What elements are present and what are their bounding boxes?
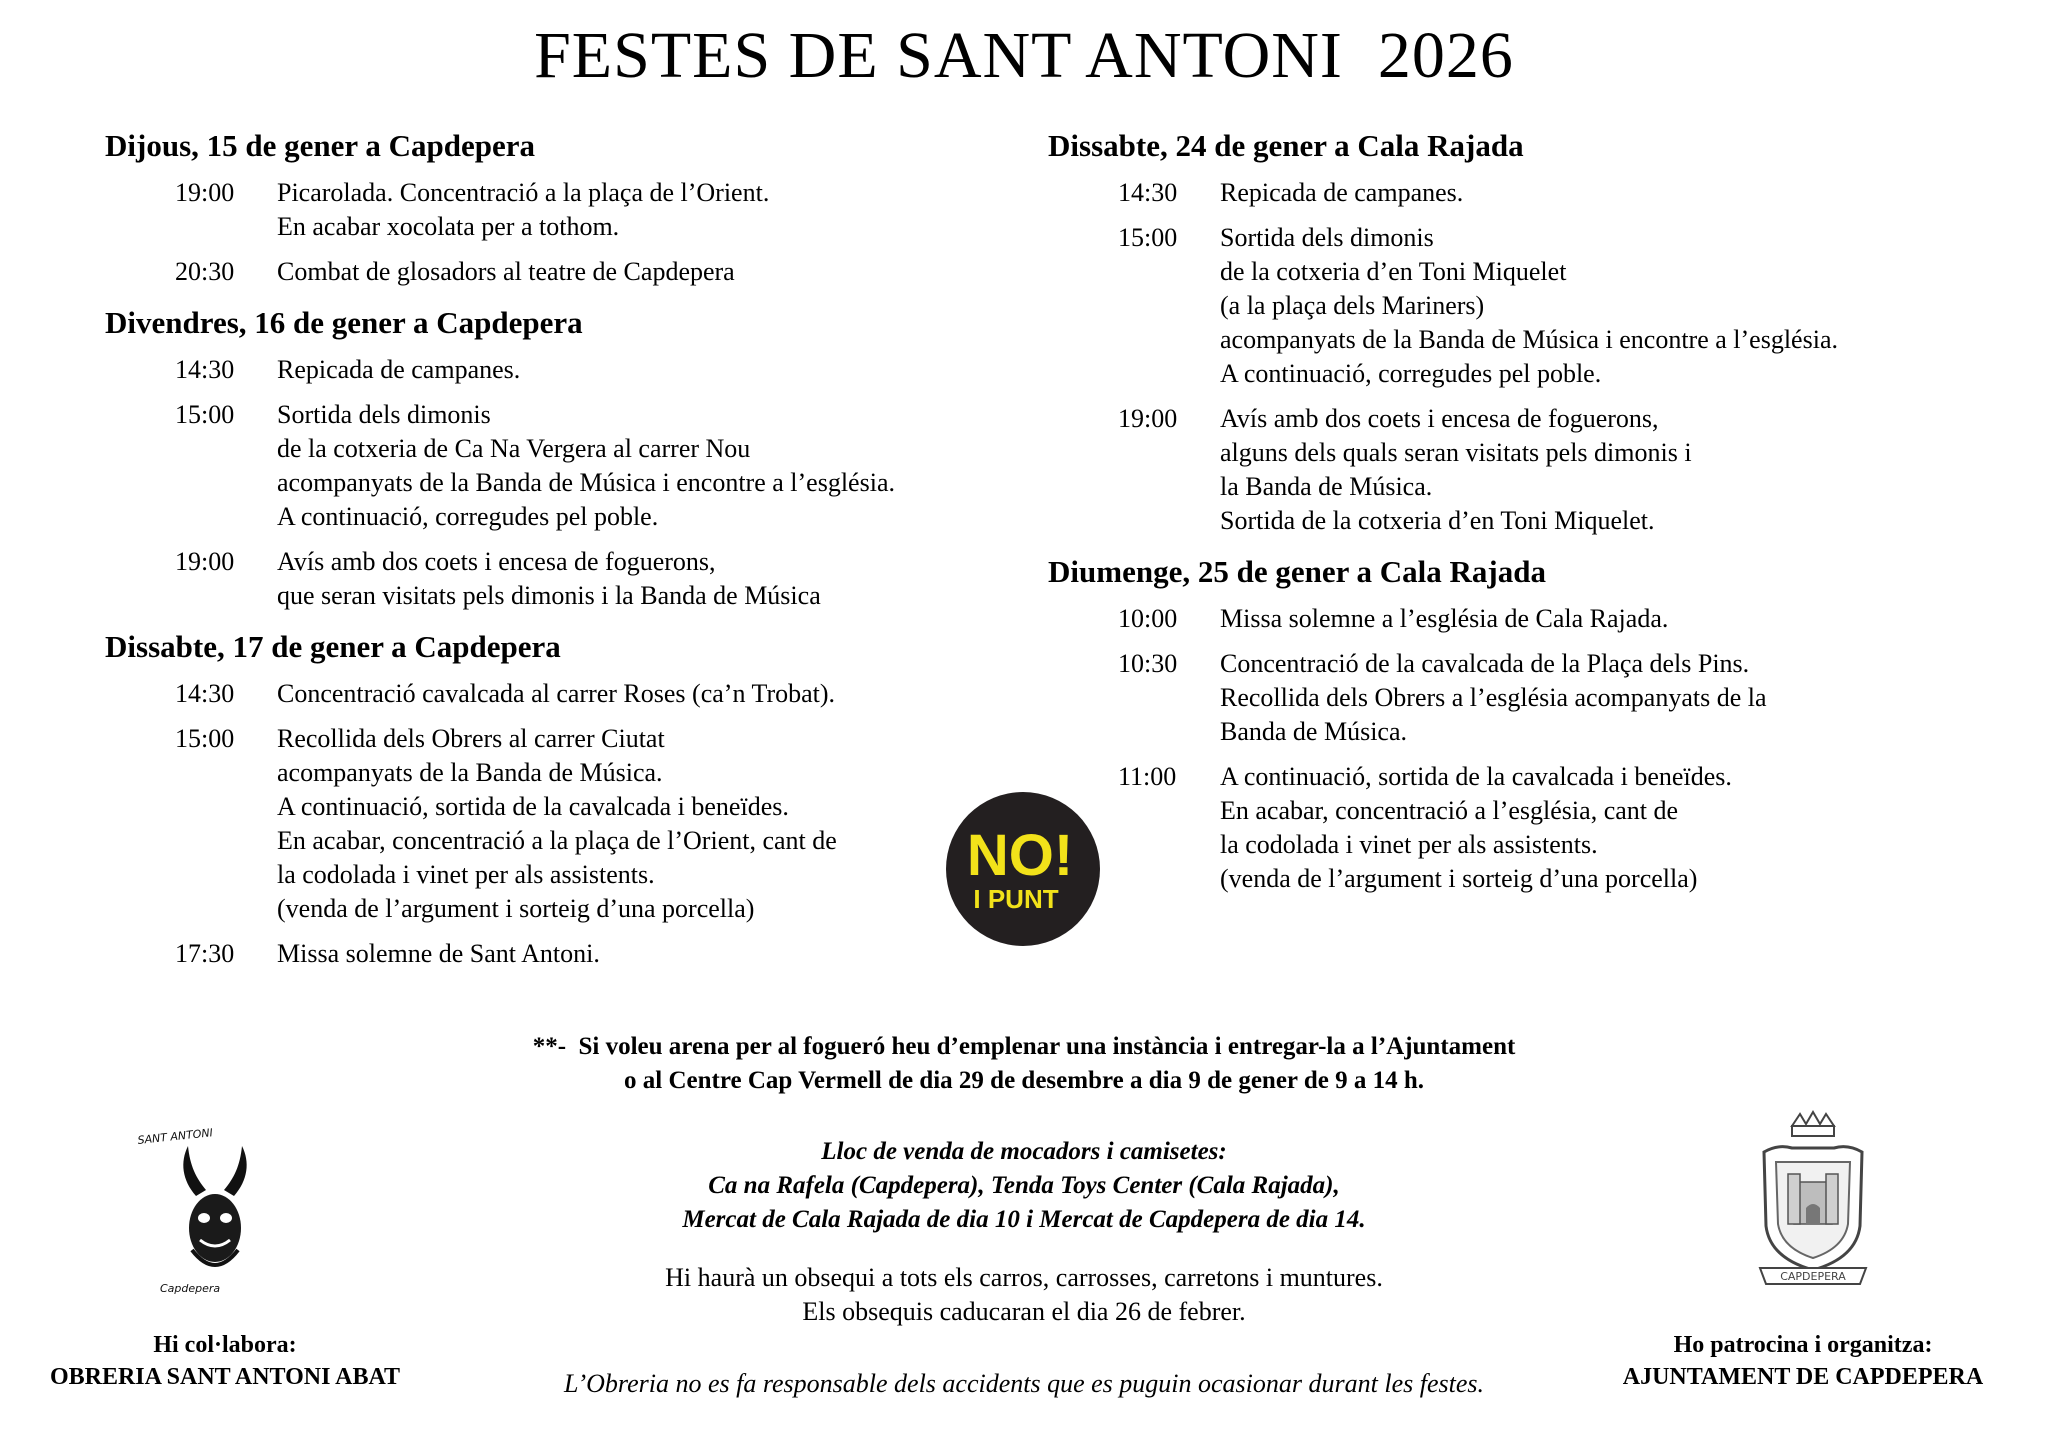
obreria-logo-text-bottom: Capdepera [160,1282,221,1295]
event-time: 14:30 [1118,178,1178,207]
sponsor-label: Ho patrocina i organitza: [1673,1332,1933,1358]
event-line: A continuació, sortida de la cavalcada i beneïdes. [1220,762,1732,791]
event-line: (venda de l’argument i sorteig d’una porcella) [1220,864,1698,893]
event-description [277,722,837,926]
event-time: 19:00 [175,178,235,207]
event-line: acompanyats de la Banda de Música i encontre a l’església. [1220,325,1838,354]
event-line: de la cotxeria de Ca Na Vergera al carrer Nou [277,434,751,463]
event-line: Concentració cavalcada al carrer Roses (ca’n Trobat). [277,679,836,708]
event-line: Avís amb dos coets i encesa de foguerons, [1220,404,1659,433]
event-line: de la cotxeria d’en Toni Miquelet [1220,257,1567,286]
event-time: 15:00 [175,400,235,429]
gift-line1: Hi haurà un obsequi a tots els carros, carrosses, carretons i muntures. [665,1263,1383,1292]
event-line: Recollida dels Obrers a l’església acompanyats de la [1220,683,1767,712]
sales-points-heading: Lloc de venda de mocadors i camisetes: [821,1138,1227,1165]
event-line: Recollida dels Obrers al carrer Ciutat [277,724,665,753]
event-line: En acabar, concentració a la plaça de l’Orient, cant de [277,826,837,855]
event-row [105,255,965,289]
sponsor-credit [1598,1329,2008,1393]
day-heading: Dissabte, 24 de gener a Cala Rajada [1048,128,1524,163]
event-line: Missa solemne de Sant Antoni. [277,939,600,968]
event-time: 19:00 [1118,404,1178,433]
event-line: Picarolada. Concentració a la plaça de l’Orient. [277,178,770,207]
event-line: Repicada de campanes. [277,355,521,384]
event-line: Avís amb dos coets i encesa de foguerons, [277,547,716,576]
event-line: (a la plaça dels Mariners) [1220,291,1485,320]
event-line: Combat de glosadors al teatre de Capdepera [277,257,735,286]
event-description [277,398,895,534]
event-time: 17:30 [175,939,235,968]
event-line: En acabar xocolata per a tothom. [277,212,620,241]
event-row [105,545,965,613]
event-line: Concentració de la cavalcada de la Plaça dels Pins. [1220,649,1750,678]
event-row [105,353,965,387]
arena-note-line2: o al Centre Cap Vermell de dia 29 de desembre a dia 9 de gener de 9 a 14 h. [624,1067,1424,1094]
capdepera-crest [1748,1108,1878,1298]
event-line: alguns dels quals seran visitats pels dimonis i [1220,438,1692,467]
day-section [105,627,965,971]
event-line: la Banda de Música. [1220,472,1433,501]
disclaimer: L’Obreria no es fa responsable dels accidents que es puguin ocasionar durant les festes. [563,1369,1485,1398]
event-description [1220,176,1463,210]
day-heading: Dissabte, 17 de gener a Capdepera [105,629,561,664]
event-row [105,677,965,711]
event-time: 11:00 [1118,762,1177,791]
gift-info [0,1261,2048,1329]
crest-text: CAPDEPERA [1780,1270,1846,1283]
day-section [105,126,965,289]
schedule-column-left [105,126,965,985]
event-time: 10:30 [1118,649,1178,678]
event-line: (venda de l’argument i sorteig d’una porcella) [277,894,755,923]
event-line: A continuació, corregudes pel poble. [1220,359,1602,388]
event-description [277,545,821,613]
event-row [1048,221,1988,391]
event-description [277,353,520,387]
event-description [277,677,835,711]
event-line: que seran visitats pels dimonis i la Banda de Música [277,581,821,610]
sales-points-line3: Mercat de Cala Rajada de dia 10 i Mercat de Capdepera de dia 14. [682,1206,1366,1233]
event-line: acompanyats de la Banda de Música i encontre a l’església. [277,468,895,497]
day-heading: Dijous, 15 de gener a Capdepera [105,128,535,163]
day-heading: Divendres, 16 de gener a Capdepera [105,305,583,340]
event-line: Sortida dels dimonis [1220,223,1434,252]
badge-line2: I PUNT [973,884,1059,914]
event-description [1220,647,1767,749]
event-time: 20:30 [175,257,235,286]
event-time: 15:00 [175,724,235,753]
sales-points-line2: Ca na Rafela (Capdepera), Tenda Toys Center (Cala Rajada), [708,1172,1340,1199]
event-time: 10:00 [1118,604,1178,633]
event-line: acompanyats de la Banda de Música. [277,758,663,787]
event-row [1048,760,1988,896]
event-time: 19:00 [175,547,235,576]
schedule-column-right [1048,126,1988,910]
event-row [105,398,965,534]
event-line: Missa solemne a l’església de Cala Rajada. [1220,604,1669,633]
event-time: 14:30 [175,355,235,384]
event-description [1220,760,1732,896]
event-description [277,176,769,244]
collaborator-credit [20,1329,430,1393]
arena-note-line1: **- Si voleu arena per al fogueró heu d’emplenar una instància i entregar-la a l’Ajuntament [532,1033,1516,1060]
collaborator-label: Hi col·labora: [153,1332,297,1358]
event-row [1048,176,1988,210]
event-line: la codolada i vinet per als assistents. [277,860,655,889]
day-section [1048,126,1988,538]
event-line: Sortida de la cotxeria d’en Toni Miquelet. [1220,506,1655,535]
event-line: A continuació, corregudes pel poble. [277,502,659,531]
event-row [105,722,965,926]
event-line: Banda de Música. [1220,717,1408,746]
event-description [1220,602,1668,636]
day-section [105,303,965,613]
event-row [105,937,965,971]
gift-line2: Els obsequis caducaran el dia 26 de febrer. [802,1297,1246,1326]
event-description [1220,402,1692,538]
obreria-logo [130,1110,300,1302]
collaborator-name: OBRERIA SANT ANTONI ABAT [49,1364,401,1390]
event-description [277,255,735,289]
event-description [277,937,600,971]
event-row [1048,402,1988,538]
event-line: Repicada de campanes. [1220,178,1464,207]
sales-points [0,1135,2048,1237]
event-row [1048,602,1988,636]
sponsor-name: AJUNTAMENT DE CAPDEPERA [1622,1364,1984,1390]
event-time: 14:30 [175,679,235,708]
event-line: A continuació, sortida de la cavalcada i beneïdes. [277,792,789,821]
event-line: Sortida dels dimonis [277,400,491,429]
event-row [1048,647,1988,749]
event-row [105,176,965,244]
page-title: FESTES DE SANT ANTONI 2026 [534,19,1514,92]
event-time: 15:00 [1118,223,1178,252]
badge-line1: NO! [966,823,1074,888]
event-line: En acabar, concentració a l’església, cant de [1220,796,1679,825]
event-description [1220,221,1838,391]
obreria-logo-text-top: SANT ANTONI [136,1126,214,1147]
event-line: la codolada i vinet per als assistents. [1220,830,1598,859]
day-heading: Diumenge, 25 de gener a Cala Rajada [1048,554,1546,589]
arena-note [0,1030,2048,1098]
no-i-punt-badge [946,792,1100,946]
day-section [1048,552,1988,896]
